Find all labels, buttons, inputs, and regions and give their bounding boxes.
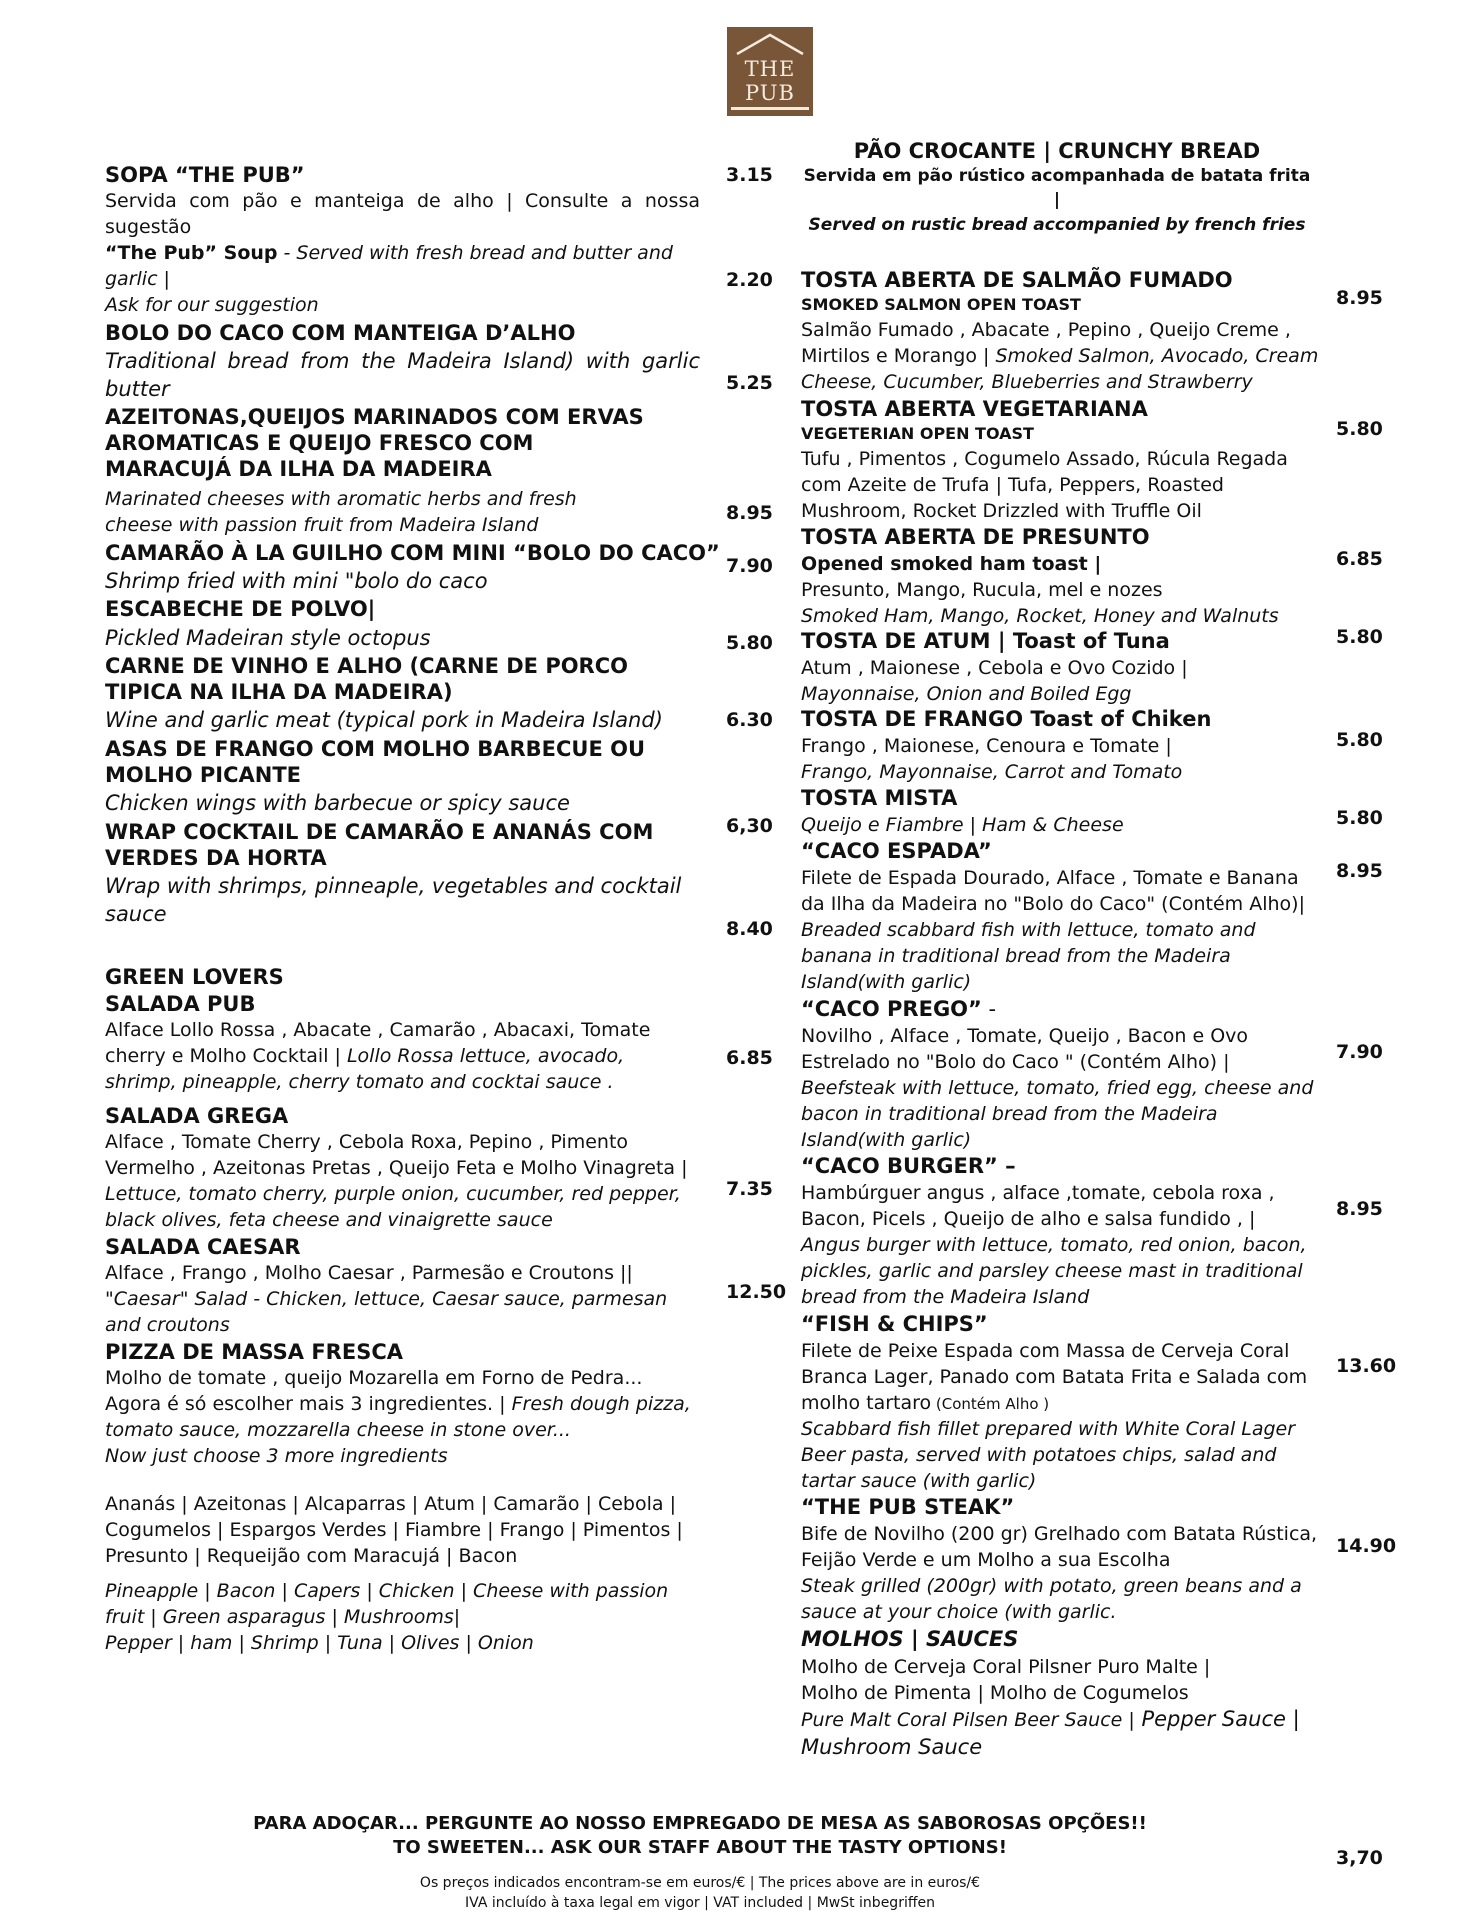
soup-desc-pt: Servida com pão e manteiga de alho | Consulte a nossa sugestão xyxy=(105,190,700,238)
soup-en-desc: - Served with fresh bread and butter and garlic | xyxy=(105,242,673,290)
price-asas: 6.30 xyxy=(726,709,773,731)
fish-title: “FISH & CHIPS” xyxy=(801,1312,988,1336)
salada-pub-desc-pt: Alface Lollo Rossa , Abacate , Camarão , Abacaxi, Tomate cherry e Molho Cocktail | xyxy=(105,1019,651,1067)
fish-desc-pt xyxy=(801,1338,1326,1417)
prego-title xyxy=(801,996,996,1022)
mista-desc: Queijo e Fiambre | Ham & Cheese xyxy=(801,814,1124,836)
pizza-ingredients-en2: Pepper | ham | Shrimp | Tuna | Olives | Onion xyxy=(105,1632,534,1654)
salmao-desc-pt: Salmão Fumado , Abacate , Pepino , Queijo Creme , Mirtilos e Morango | xyxy=(801,319,1291,367)
price-salada-pub: 8.40 xyxy=(726,918,773,940)
price-espada: 8.95 xyxy=(1336,860,1383,882)
prego-title-tail: - xyxy=(981,997,997,1021)
price-soup: 3.15 xyxy=(726,164,773,186)
soup-en-line2: Ask for our suggestion xyxy=(105,294,319,316)
price-presunto: 6.85 xyxy=(1336,548,1383,570)
footer-dessert-en: TO SWEETEN... ASK OUR STAFF ABOUT THE TASTY OPTIONS! xyxy=(393,1837,1007,1858)
price-pizza: 12.50 xyxy=(726,1281,787,1303)
atum-title: TOSTA DE ATUM | Toast of Tuna xyxy=(801,629,1170,653)
bolo-title: BOLO DO CACO COM MANTEIGA D’ALHO xyxy=(105,321,576,345)
mista-title: TOSTA MISTA xyxy=(801,786,958,810)
footer-dessert-pt: PARA ADOÇAR... PERGUNTE AO NOSSO EMPREGADO DE MESA AS SABOROSAS OPÇÕES!! xyxy=(253,1813,1147,1834)
price-atum: 5.80 xyxy=(1336,626,1383,648)
pizza-title: PIZZA DE MASSA FRESCA xyxy=(105,1340,403,1364)
footer-price-note: Os preços indicados encontram-se em euros/€ | The prices above are in euros/€ xyxy=(419,1875,981,1891)
price-mista: 5.80 xyxy=(1336,807,1383,829)
molhos-en1 xyxy=(801,1706,1300,1733)
steak-title: “THE PUB STEAK” xyxy=(801,1495,1015,1519)
price-wrap: 6,30 xyxy=(726,815,773,837)
camarao-title: CAMARÃO À LA GUILHO COM MINI “BOLO DO CACO” xyxy=(105,541,720,565)
molhos-en1-b: Pepper Sauce | xyxy=(1134,1707,1300,1731)
steak-desc-en: Steak grilled (200gr) with potato, green beans and a sauce at your choice (with garlic. xyxy=(801,1575,1302,1623)
price-salada-caesar: 7.35 xyxy=(726,1178,773,1200)
bread-subtitle-pt: Servida em pão rústico acompanhada de batata frita xyxy=(803,166,1311,186)
price-salada-grega: 6.85 xyxy=(726,1047,773,1069)
footer-vat-note: IVA incluído à taxa legal em vigor | VAT included | MwSt inbegriffen xyxy=(465,1895,935,1911)
bread-subtitle-en: Served on rustic bread accompanied by french fries xyxy=(808,215,1306,235)
logo-text-the: THE xyxy=(744,57,796,81)
salada-grega-desc-pt: Alface , Tomate Cherry , Cebola Roxa, Pepino , Pimento Vermelho , Azeitonas Pretas , Queijo Feta e Molho Vinagreta | xyxy=(105,1131,688,1179)
atum-desc-pt: Atum , Maionese , Cebola e Ovo Cozido | xyxy=(801,657,1188,679)
escabeche-desc: Pickled Madeiran style octopus xyxy=(105,626,431,650)
espada-desc xyxy=(801,865,1326,995)
pub-logo xyxy=(727,27,813,116)
escabeche-title: ESCABECHE DE POLVO| xyxy=(105,597,376,621)
green-lovers-heading: GREEN LOVERS xyxy=(105,965,284,989)
asas-desc: Chicken wings with barbecue or spicy sauce xyxy=(105,791,570,815)
fish-desc-pt-note: (Contém Alho ) xyxy=(931,1395,1050,1413)
frango-desc-en: Frango, Mayonnaise, Carrot and Tomato xyxy=(801,761,1183,783)
price-vegetariana: 5.80 xyxy=(1336,418,1383,440)
vegetariana-desc: Tufu , Pimentos , Cogumelo Assado, Rúcula Regada com Azeite de Trufa | Tufa, Peppers, Roasted Mushroom, Rocket Drizzled with Truffle Oil xyxy=(801,448,1288,522)
carne-title: CARNE DE VINHO E ALHO (CARNE DE PORCO TIPICA NA ILHA DA MADEIRA) xyxy=(105,654,628,704)
price-camarao: 8.95 xyxy=(726,502,773,524)
espada-title: “CACO ESPADA” xyxy=(801,839,992,863)
pizza-desc-pt: Molho de tomate , queijo Mozarella em Forno de Pedra... Agora é só escolher mais 3 ingredientes. | xyxy=(105,1367,643,1415)
logo-base-line xyxy=(731,107,809,110)
price-escabeche: 7.90 xyxy=(726,555,773,577)
steak-desc-pt: Bife de Novilho (200 gr) Grelhado com Batata Rústica, Feijão Verde e um Molho a sua Escolha xyxy=(801,1523,1318,1571)
vegetariana-subtitle: VEGETERIAN OPEN TOAST xyxy=(801,424,1034,443)
salmao-subtitle: SMOKED SALMON OPEN TOAST xyxy=(801,295,1081,314)
salada-grega-desc xyxy=(105,1129,695,1233)
salada-pub-title: SALADA PUB xyxy=(105,992,256,1016)
salada-grega-title: SALADA GREGA xyxy=(105,1104,289,1128)
asas-title: ASAS DE FRANGO COM MOLHO BARBECUE OU MOLHO PICANTE xyxy=(105,737,646,787)
salada-grega-desc-en: Lettuce, tomato cherry, purple onion, cucumber, red pepper, black olives, feta cheese and vinaigrette sauce xyxy=(105,1183,681,1231)
atum-desc-en: Mayonnaise, Onion and Boiled Egg xyxy=(801,683,1132,705)
presunto-title: TOSTA ABERTA DE PRESUNTO xyxy=(801,525,1150,549)
pizza-desc-en: Fresh dough pizza, tomato sauce, mozzarella cheese in stone over... xyxy=(105,1393,691,1441)
wrap-desc: Wrap with shrimps, pinneaple, vegetables and cocktail sauce xyxy=(105,874,682,926)
roof-icon xyxy=(735,33,805,55)
bread-section-title: PÃO CROCANTE | CRUNCHY BREAD xyxy=(853,139,1261,163)
fish-desc-pt-main: Filete de Peixe Espada com Massa de Cerveja Coral Branca Lager, Panado com Batata Frita e Salada com molho tartaro xyxy=(801,1340,1308,1414)
presunto-subtitle: Opened smoked ham toast | xyxy=(801,553,1102,575)
price-dessert: 3,70 xyxy=(1336,1847,1383,1869)
price-carne: 5.80 xyxy=(726,632,773,654)
molhos-en2: Mushroom Sauce xyxy=(801,1735,983,1759)
bread-subtitle-bar: | xyxy=(1053,190,1061,210)
salada-pub-desc xyxy=(105,1017,700,1095)
prego-desc-pt: Novilho , Alface , Tomate, Queijo , Bacon e Ovo Estrelado no "Bolo do Caco " (Contém Alho) | xyxy=(801,1025,1249,1073)
presunto-desc-pt: Presunto, Mango, Rucula, mel e nozes xyxy=(801,579,1163,601)
molhos-pt2: Molho de Pimenta | Molho de Cogumelos xyxy=(801,1682,1189,1704)
espada-desc-pt: Filete de Espada Dourado, Alface , Tomate e Banana da Ilha da Madeira no "Bolo do Caco" (Contém Alho)| xyxy=(801,867,1305,915)
frango-desc-pt: Frango , Maionese, Cenoura e Tomate | xyxy=(801,735,1172,757)
camarao-desc: Shrimp fried with mini "bolo do caco xyxy=(105,569,488,593)
price-prego: 7.90 xyxy=(1336,1041,1383,1063)
price-bolo: 2.20 xyxy=(726,269,773,291)
molhos-title: MOLHOS | SAUCES xyxy=(801,1627,1019,1651)
prego-desc-en: Beefsteak with lettuce, tomato, fried egg, cheese and bacon in traditional bread from the Madeira Island(with garlic) xyxy=(801,1077,1314,1151)
azeitonas-desc: Marinated cheeses with aromatic herbs and fresh cheese with passion fruit from Madeira Island xyxy=(105,488,577,536)
salada-caesar-desc-pt: Alface , Frango , Molho Caesar , Parmesão e Croutons || xyxy=(105,1262,633,1284)
logo-text-pub: PUB xyxy=(745,81,795,105)
salada-caesar-title: SALADA CAESAR xyxy=(105,1235,301,1259)
fish-desc-en: Scabbard fish fillet prepared with White Coral Lager Beer pasta, served with potatoes chips, salad and tartar sauce (with garlic) xyxy=(801,1418,1296,1492)
presunto-desc-en: Smoked Ham, Mango, Rocket, Honey and Walnuts xyxy=(801,605,1279,627)
burger-desc-en: Angus burger with lettuce, tomato, red onion, bacon, pickles, garlic and parsley cheese mast in traditional bread from the Madeira Island xyxy=(801,1234,1307,1308)
vegetariana-title: TOSTA ABERTA VEGETARIANA xyxy=(801,397,1148,421)
pizza-ingredients-en: Pineapple | Bacon | Capers | Chicken | Cheese with passion fruit | Green asparagus | Mushrooms| xyxy=(105,1580,669,1628)
pizza-desc-en2: Now just choose 3 more ingredients xyxy=(105,1445,448,1467)
soup-en-title: “The Pub” Soup xyxy=(105,242,278,264)
salmao-title: TOSTA ABERTA DE SALMÃO FUMADO xyxy=(801,268,1233,292)
espada-desc-en: Breaded scabbard fish with lettuce, tomato and banana in traditional bread from the Madeira Island(with garlic) xyxy=(801,919,1256,993)
molhos-en1-a: Pure Malt Coral Pilsen Beer Sauce | xyxy=(801,1709,1135,1731)
wrap-title: WRAP COCKTAIL DE CAMARÃO E ANANÁS COM VERDES DA HORTA xyxy=(105,820,654,870)
salada-pub-desc-en: Lollo Rossa lettuce, avocado, shrimp, pineapple, cherry tomato and cocktai sauce . xyxy=(105,1045,625,1093)
molhos-pt1: Molho de Cerveja Coral Pilsner Puro Malte | xyxy=(801,1656,1211,1678)
pizza-ingredients-pt: Ananás | Azeitonas | Alcaparras | Atum | Camarão | Cebola | Cogumelos | Espargos Verdes | Fiambre | Frango | Pimentos | Presunto | Requeijão com Maracujá | Bacon xyxy=(105,1493,683,1567)
salada-caesar-desc-en: "Caesar" Salad - Chicken, lettuce, Caesar sauce, parmesan and croutons xyxy=(105,1288,668,1336)
salmao-desc xyxy=(801,317,1321,395)
azeitonas-title: AZEITONAS,QUEIJOS MARINADOS COM ERVAS AROMATICAS E QUEIJO FRESCO COM MARACUJÁ DA ILHA DA MADEIRA xyxy=(105,405,644,481)
price-steak: 14.90 xyxy=(1336,1535,1397,1557)
soup-title: SOPA “THE PUB” xyxy=(105,163,305,187)
price-burger: 8.95 xyxy=(1336,1198,1383,1220)
price-frango: 5.80 xyxy=(1336,729,1383,751)
prego-title-name: “CACO PREGO” xyxy=(801,997,982,1021)
salmao-desc-en: Smoked Salmon, Avocado, Cream Cheese, Cucumber, Blueberries and Strawberry xyxy=(801,345,1319,393)
frango-title: TOSTA DE FRANGO Toast of Chiken xyxy=(801,707,1212,731)
bolo-desc: Traditional bread from the Madeira Island) with garlic butter xyxy=(105,349,700,401)
burger-desc-pt: Hambúrguer angus , alface ,tomate, cebola roxa , Bacon, Picels , Queijo de alho e salsa fundido , | xyxy=(801,1182,1275,1230)
soup-desc-en xyxy=(105,240,700,292)
price-azeitonas: 5.25 xyxy=(726,372,773,394)
price-salmao: 8.95 xyxy=(1336,287,1383,309)
pizza-desc xyxy=(105,1365,700,1443)
salada-caesar-desc xyxy=(105,1260,695,1338)
price-fish: 13.60 xyxy=(1336,1355,1397,1377)
carne-desc: Wine and garlic meat (typical pork in Madeira Island) xyxy=(105,708,663,732)
burger-title: “CACO BURGER” – xyxy=(801,1154,1016,1178)
